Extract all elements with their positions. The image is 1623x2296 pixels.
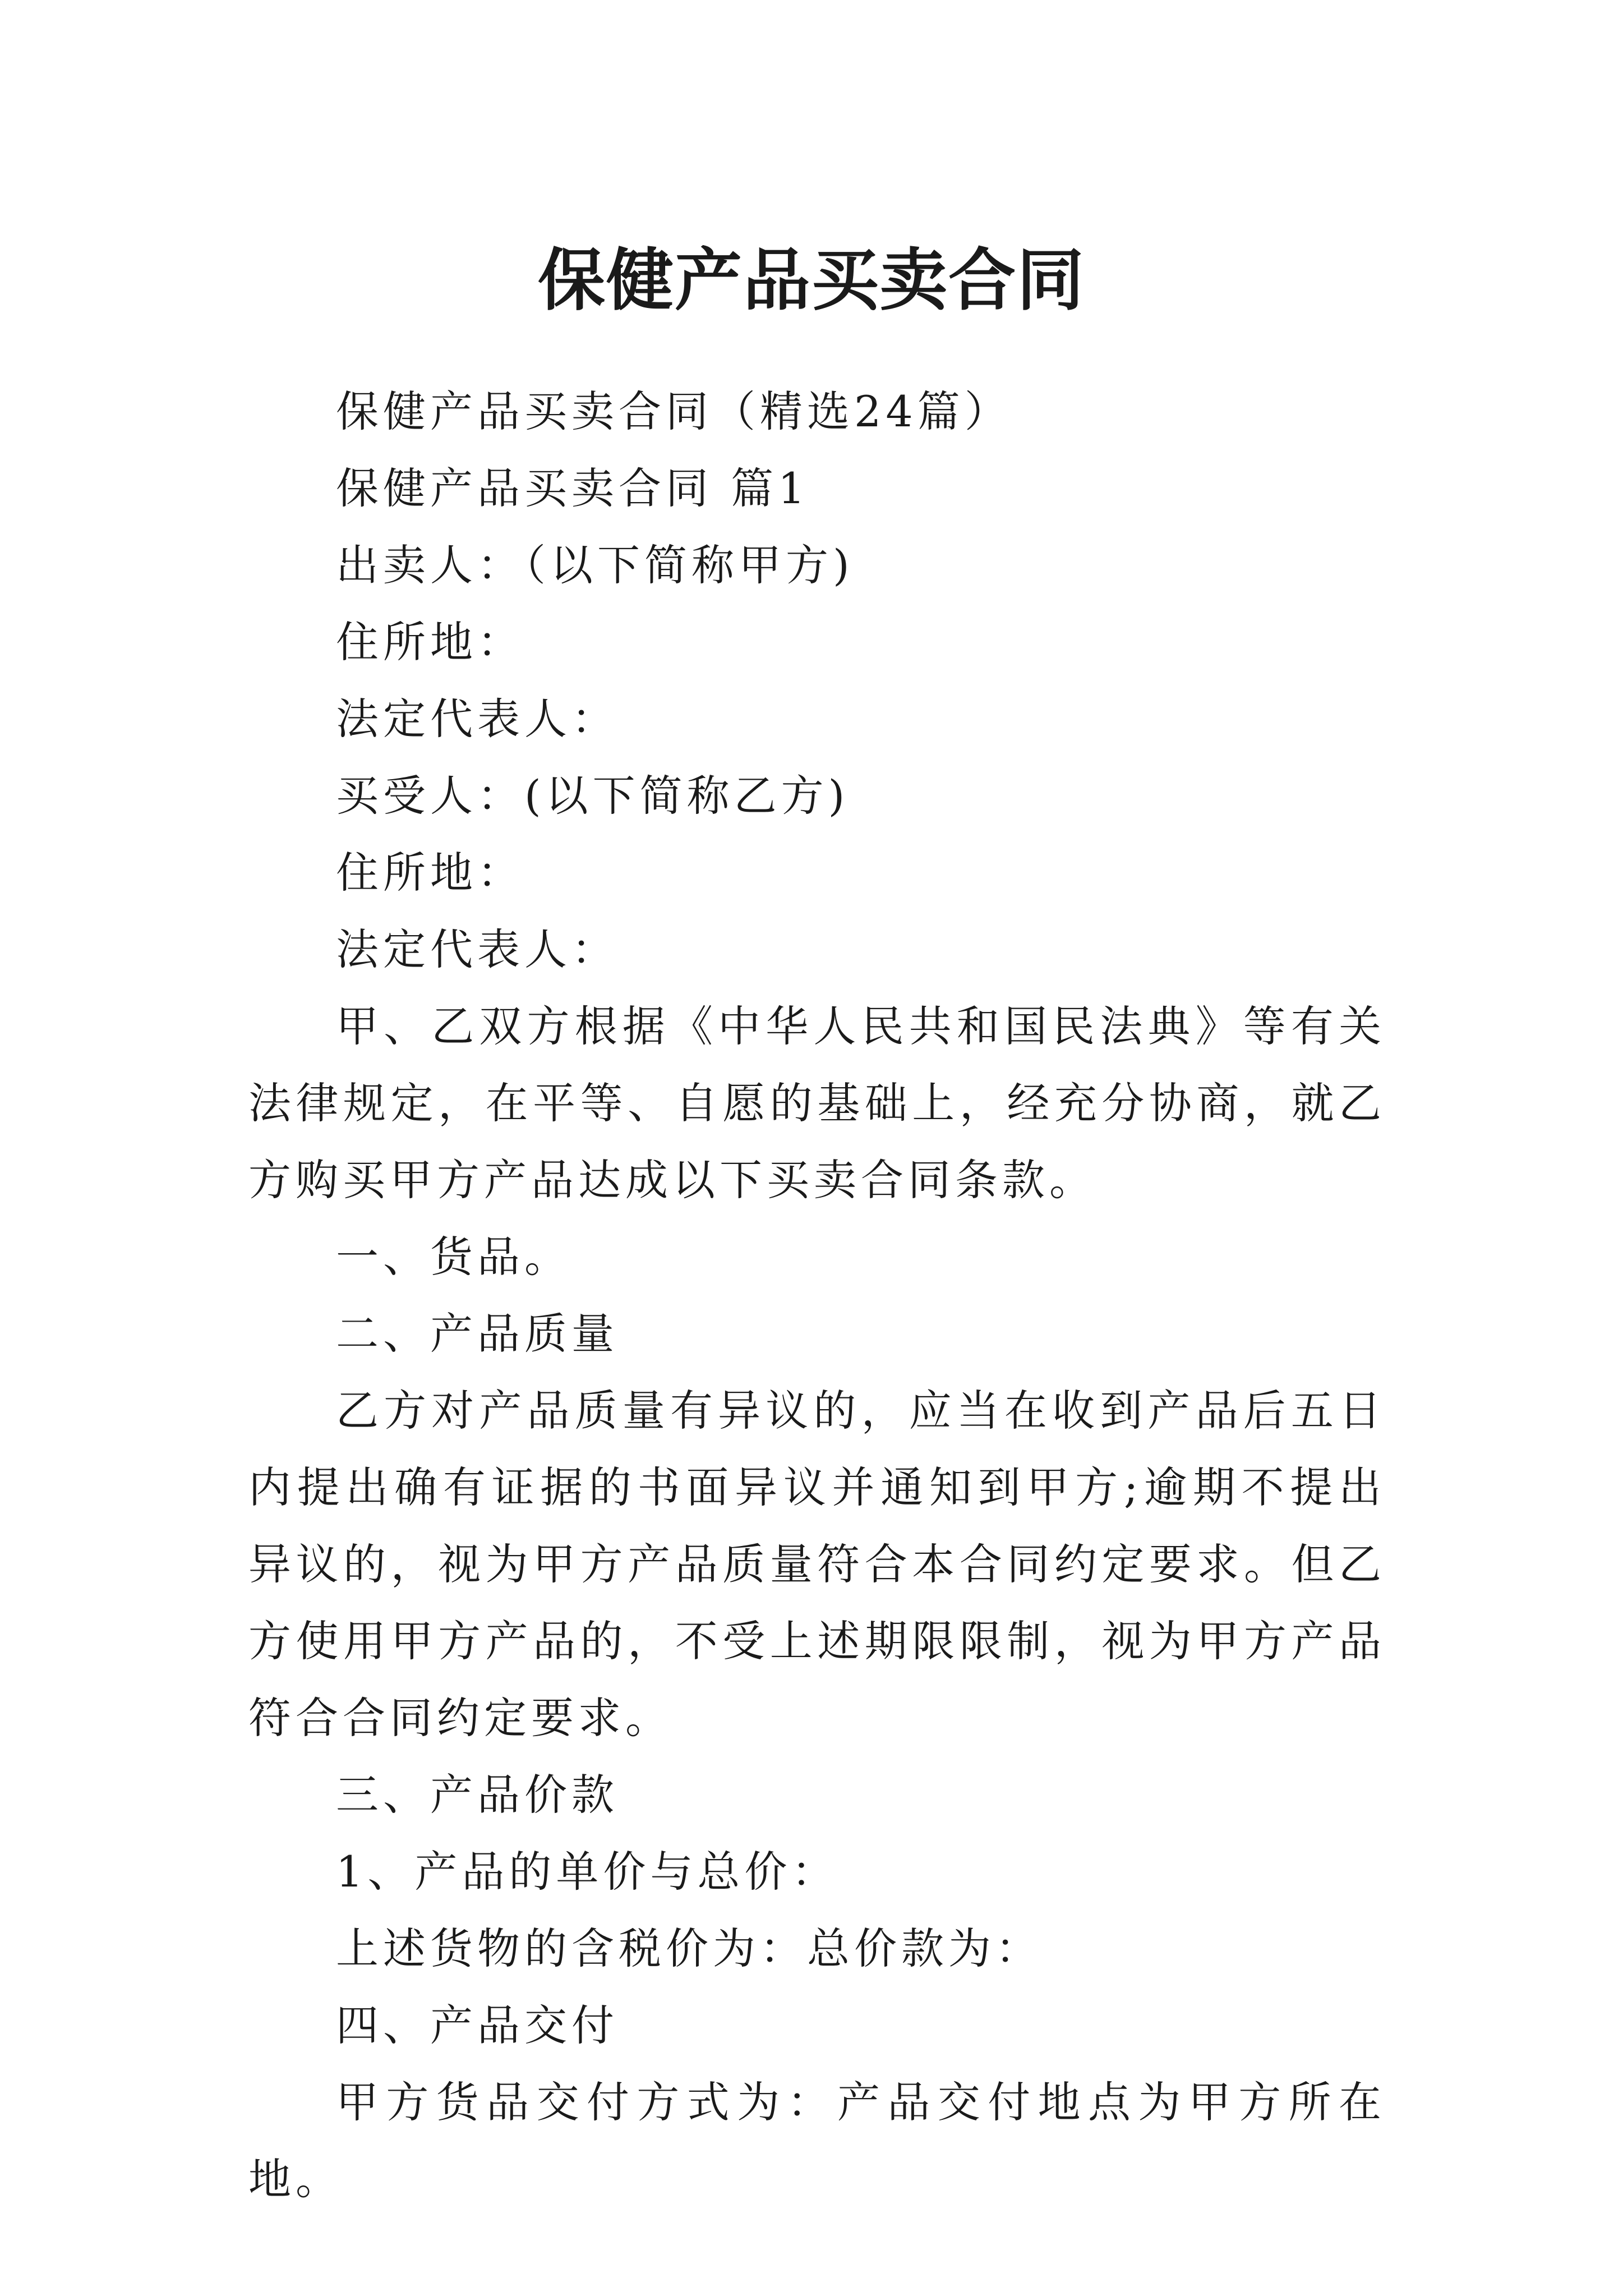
- seller-representative-field: 法定代表人：: [336, 694, 619, 744]
- clause-heading-price: 三、产品价款: [336, 1770, 619, 1820]
- buyer-address-field: 住所地：: [336, 848, 524, 898]
- quality-paragraph: 乙方对产品质量有异议的，应当在收到产品后五日内提出确有证据的书面异议并通知到甲方;逾期不提出异议的，视为甲方产品质量符合本合同约定要求。但乙方使用甲方产品的，不受上述期限限制，视为甲方产品符合合同约定要求。: [248, 1386, 1386, 1743]
- clause-heading-goods: 一、货品。: [336, 1232, 571, 1282]
- subtitle-line: 保健产品买卖合同（精选24篇）: [336, 386, 1012, 436]
- price-detail: 上述货物的含税价为：总价款为：: [336, 1924, 1043, 1973]
- clause-heading-quality: 二、产品质量: [336, 1309, 619, 1359]
- clause-heading-delivery: 四、产品交付: [336, 2000, 619, 2050]
- buyer-field: 买受人：(以下简称乙方): [336, 771, 850, 821]
- seller-field: 出卖人：（以下简称甲方): [336, 540, 854, 590]
- delivery-paragraph: 甲方货品交付方式为：产品交付地点为甲方所在地。: [248, 2077, 1386, 2204]
- price-item: 1、产品的单价与总价：: [336, 1847, 839, 1897]
- preamble-paragraph: 甲、乙双方根据《中华人民共和国民法典》等有关法律规定，在平等、自愿的基础上，经充分协商，就乙方购买甲方产品达成以下买卖合同条款。: [248, 1001, 1386, 1205]
- section-heading: 保健产品买卖合同 篇1: [336, 463, 810, 513]
- document-body: [248, 373, 1386, 2217]
- seller-address-field: 住所地：: [336, 617, 524, 667]
- page-title: 保健产品买卖合同: [538, 241, 1085, 320]
- buyer-representative-field: 法定代表人：: [336, 924, 619, 974]
